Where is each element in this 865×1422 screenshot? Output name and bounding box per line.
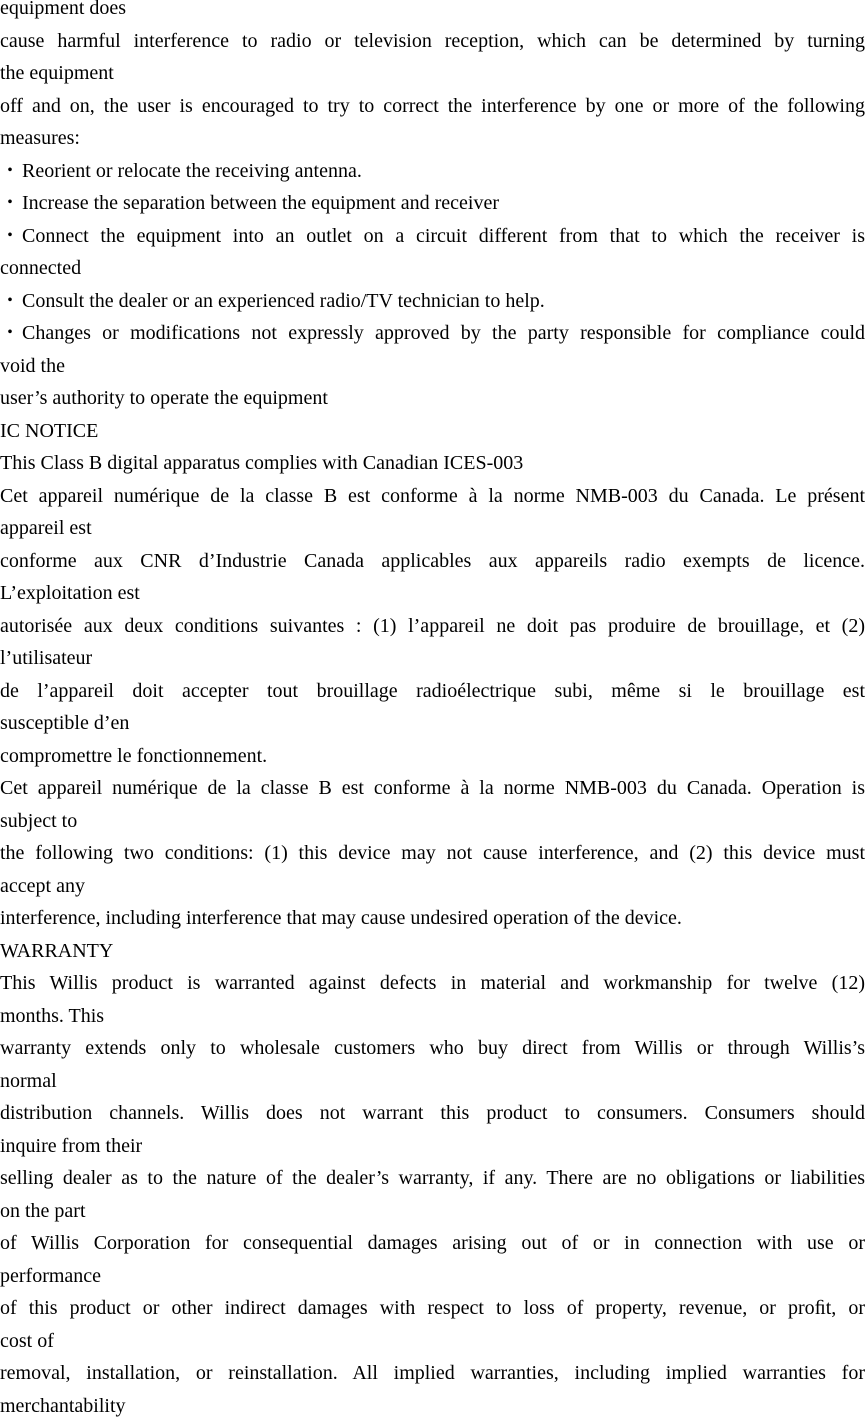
bullet-marker: ・: [0, 220, 22, 253]
text-line: L’exploitation est: [0, 577, 865, 610]
text-line: This Class B digital apparatus complies with Canadian ICES-003: [0, 447, 865, 480]
text-line: This Willis product is warranted against defects in material and workmanship for twelve (12): [0, 967, 865, 1000]
text-line: warranty extends only to wholesale customers who buy direct from Willis or through Willis’s: [0, 1032, 865, 1065]
bullet-list-item: [0, 155, 865, 188]
bullet-text: Changes or modifications not expressly approved by the party responsible for compliance could: [22, 317, 865, 350]
text-line: the following two conditions: (1) this device may not cause interference, and (2) this device must: [0, 837, 865, 870]
text-line: susceptible d’en: [0, 707, 865, 740]
bullet-marker: ・: [0, 285, 22, 318]
bullet-text: Consult the dealer or an experienced radio/TV technician to help.: [22, 285, 865, 318]
text-line: accept any: [0, 870, 865, 903]
text-line: merchantability: [0, 1390, 865, 1422]
text-line: selling dealer as to the nature of the dealer’s warranty, if any. There are no obligations or liabilities: [0, 1162, 865, 1195]
text-line: Cet appareil numérique de la classe B est conforme à la norme NMB-003 du Canada. Operation is: [0, 772, 865, 805]
text-line: conforme aux CNR d’Industrie Canada applicables aux appareils radio exempts de licence.: [0, 545, 865, 578]
bullet-marker: ・: [0, 187, 22, 220]
text-line: measures:: [0, 122, 865, 155]
text-line: interference, including interference that may cause undesired operation of the device.: [0, 902, 865, 935]
text-line: off and on, the user is encouraged to try to correct the interference by one or more of the following: [0, 90, 865, 123]
text-line: l’utilisateur: [0, 642, 865, 675]
text-line: of Willis Corporation for consequential damages arising out of or in connection with use or: [0, 1227, 865, 1260]
text-line: de l’appareil doit accepter tout brouillage radioélectrique subi, même si le brouillage est: [0, 675, 865, 708]
text-line: of this product or other indirect damages with respect to loss of property, revenue, or proﬁt, or: [0, 1292, 865, 1325]
bullet-text: Connect the equipment into an outlet on a circuit different from that to which the receiver is: [22, 220, 865, 253]
text-line: months. This: [0, 1000, 865, 1033]
text-line: connected: [0, 252, 865, 285]
text-line: compromettre le fonctionnement.: [0, 740, 865, 773]
section-heading: WARRANTY: [0, 935, 865, 968]
section-heading: IC NOTICE: [0, 415, 865, 448]
bullet-text: Increase the separation between the equipment and receiver: [22, 187, 865, 220]
bullet-list-item: [0, 317, 865, 350]
text-line: subject to: [0, 805, 865, 838]
text-line: equipment does: [0, 0, 865, 25]
text-line: Cet appareil numérique de la classe B est conforme à la norme NMB-003 du Canada. Le présent: [0, 480, 865, 513]
text-line: the equipment: [0, 57, 865, 90]
text-line: distribution channels. Willis does not warrant this product to consumers. Consumers should: [0, 1097, 865, 1130]
text-line: user’s authority to operate the equipment: [0, 382, 865, 415]
bullet-list-item: [0, 285, 865, 318]
text-line: appareil est: [0, 512, 865, 545]
text-line: removal, installation, or reinstallation. All implied warranties, including implied warranties for: [0, 1357, 865, 1390]
text-line: cost of: [0, 1325, 865, 1358]
bullet-list-item: [0, 220, 865, 253]
text-line: cause harmful interference to radio or television reception, which can be determined by turning: [0, 25, 865, 58]
bullet-marker: ・: [0, 317, 22, 350]
bullet-list-item: [0, 187, 865, 220]
bullet-text: Reorient or relocate the receiving antenna.: [22, 155, 865, 188]
text-line: on the part: [0, 1195, 865, 1228]
text-line: performance: [0, 1260, 865, 1293]
text-line: void the: [0, 350, 865, 383]
text-line: inquire from their: [0, 1130, 865, 1163]
text-line: normal: [0, 1065, 865, 1098]
bullet-marker: ・: [0, 155, 22, 188]
text-line: autorisée aux deux conditions suivantes : (1) l’appareil ne doit pas produire de brouillage, et (2): [0, 610, 865, 643]
